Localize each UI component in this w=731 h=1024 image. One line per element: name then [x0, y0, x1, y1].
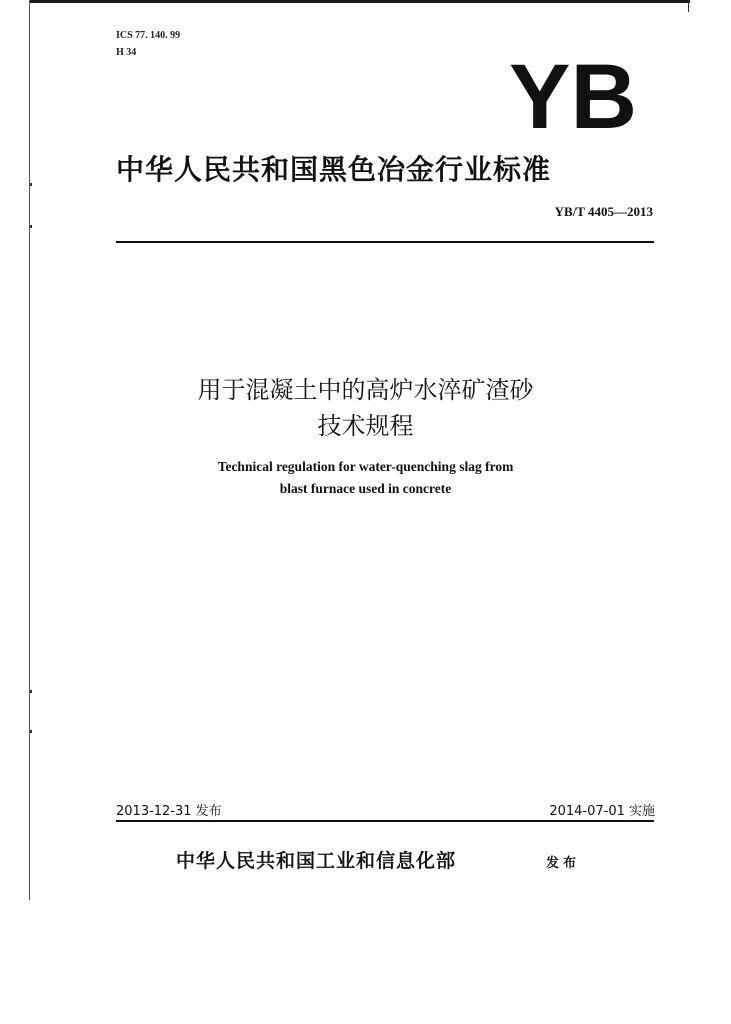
issuing-authority: 中华人民共和国工业和信息化部	[176, 850, 457, 872]
implement-date: 2014-07-01 实施	[549, 804, 655, 819]
issue-label: 发布	[546, 856, 581, 871]
title-en-line2: blast furnace used in concrete	[279, 481, 452, 496]
ics-code: ICS 77. 140. 99	[116, 30, 181, 41]
footer-divider	[116, 820, 654, 822]
title-en-line1: Technical regulation for water-quenching slag from	[217, 459, 514, 474]
ccs-code: H 34	[116, 47, 137, 58]
title-cn-line1: 用于混凝土中的高炉水淬矿渣砂	[197, 376, 534, 404]
publish-date: 2013-12-31 发布	[116, 804, 222, 819]
scan-dot	[30, 183, 32, 186]
yb-logo-text: YB	[509, 56, 637, 132]
scan-dot	[30, 690, 32, 693]
scan-left-edge	[29, 0, 30, 900]
title-cn-line2: 技术规程	[317, 412, 414, 440]
yb-logo	[508, 56, 638, 132]
scan-dot	[30, 225, 32, 228]
header-divider	[116, 241, 654, 243]
standard-number: YB/T 4405—2013	[554, 204, 653, 219]
scan-dot	[30, 730, 32, 733]
scan-right-mark	[688, 0, 689, 12]
scan-top-border	[30, 0, 690, 3]
standard-org-title: 中华人民共和国黑色冶金行业标准	[116, 153, 552, 186]
